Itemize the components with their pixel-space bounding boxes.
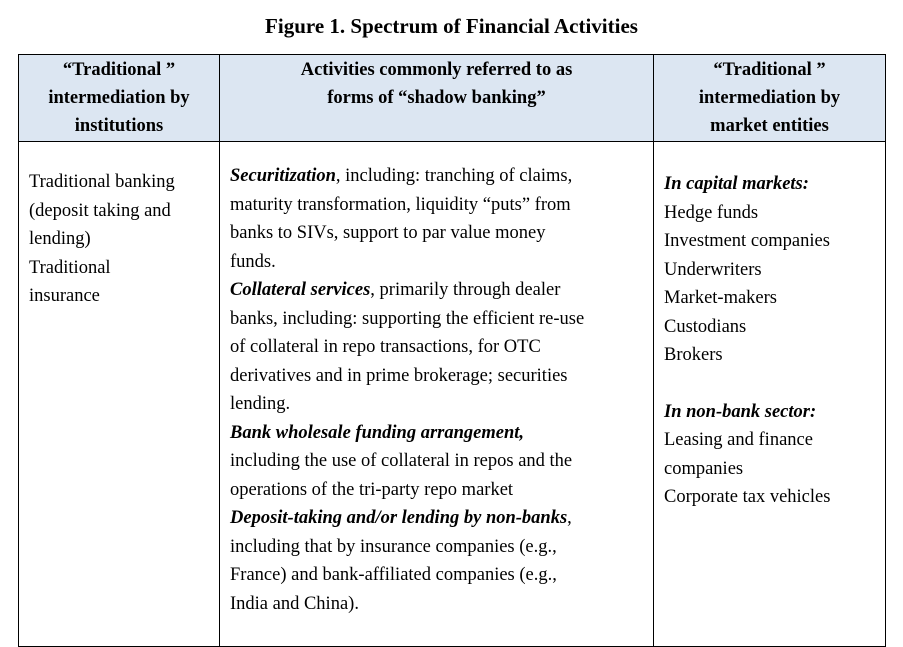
header-line: intermediation by <box>48 88 190 108</box>
list-item: Underwriters <box>664 259 762 280</box>
list-item: Brokers <box>664 345 723 365</box>
list-item: Investment companies <box>664 231 830 251</box>
header-shadow-banking <box>220 55 654 142</box>
text-line: including that by insurance companies (e.g., <box>230 536 557 557</box>
body-row <box>19 142 886 647</box>
securitization-rest: , including: tranching of claims, <box>335 166 573 186</box>
text-line: (deposit taking and <box>29 200 171 221</box>
collateral-term: Collateral services <box>230 280 371 300</box>
header-line: “Traditional ” <box>713 60 826 80</box>
header-traditional-market-entities <box>654 55 886 142</box>
non-bank-sector-heading: In non-bank sector: <box>664 401 817 422</box>
header-row <box>19 55 886 142</box>
text-line: banks to SIVs, support to par value money <box>230 223 546 243</box>
traditional-market-entities-cell <box>654 142 886 647</box>
header-line: Activities commonly referred to as <box>300 60 573 80</box>
text-line: lending. <box>230 394 291 414</box>
text-line: banks, including: supporting the efficient re-use <box>230 308 585 329</box>
text-line: of collateral in repo transactions, for OTC <box>230 337 541 357</box>
text-line: France) and bank-affiliated companies (e.g., <box>230 565 557 585</box>
deposit-first-line <box>230 504 643 533</box>
securitization-first-line <box>230 162 643 191</box>
securitization-term: Securitization <box>230 166 336 186</box>
collateral-first-line <box>230 276 643 305</box>
wholesale-term: Bank wholesale funding arrangement, <box>230 422 525 443</box>
text-line: lending) <box>29 229 91 249</box>
text-line: Traditional <box>29 257 111 278</box>
text-line: including the use of collateral in repos and the <box>230 451 573 471</box>
text-line: Traditional banking <box>29 172 175 192</box>
header-line: forms of “shadow banking” <box>327 88 546 108</box>
list-item: Leasing and finance <box>664 430 813 450</box>
text-line: operations of the tri-party repo market <box>230 479 514 500</box>
list-item: Corporate tax vehicles <box>664 487 831 507</box>
header-line: “Traditional ” <box>62 60 176 80</box>
text-line: India and China). <box>230 593 359 614</box>
header-traditional-institutions <box>19 55 220 142</box>
text-line: insurance <box>29 286 100 306</box>
list-item: companies <box>664 458 744 479</box>
list-item: Hedge funds <box>664 202 759 223</box>
header-line: institutions <box>74 116 164 136</box>
collateral-rest: , primarily through dealer <box>370 280 561 300</box>
traditional-institutions-cell <box>19 142 220 647</box>
spacer <box>664 370 877 398</box>
figure-title: Figure 1. Spectrum of Financial Activities <box>265 14 638 38</box>
text-line: derivatives and in prime brokerage; securities <box>230 365 568 386</box>
text-line: funds. <box>230 251 276 272</box>
header-line: intermediation by <box>698 88 841 108</box>
shadow-banking-cell <box>220 142 654 647</box>
text-line: maturity transformation, liquidity “puts” from <box>230 194 571 215</box>
spectrum-table <box>18 54 886 647</box>
list-item: Custodians <box>664 316 747 337</box>
list-item: Market-makers <box>664 288 778 308</box>
header-line: market entities <box>710 116 829 136</box>
deposit-rest: , <box>567 508 572 528</box>
capital-markets-heading: In capital markets: <box>664 174 809 194</box>
deposit-term: Deposit-taking and/or lending by non-banks <box>230 508 568 528</box>
